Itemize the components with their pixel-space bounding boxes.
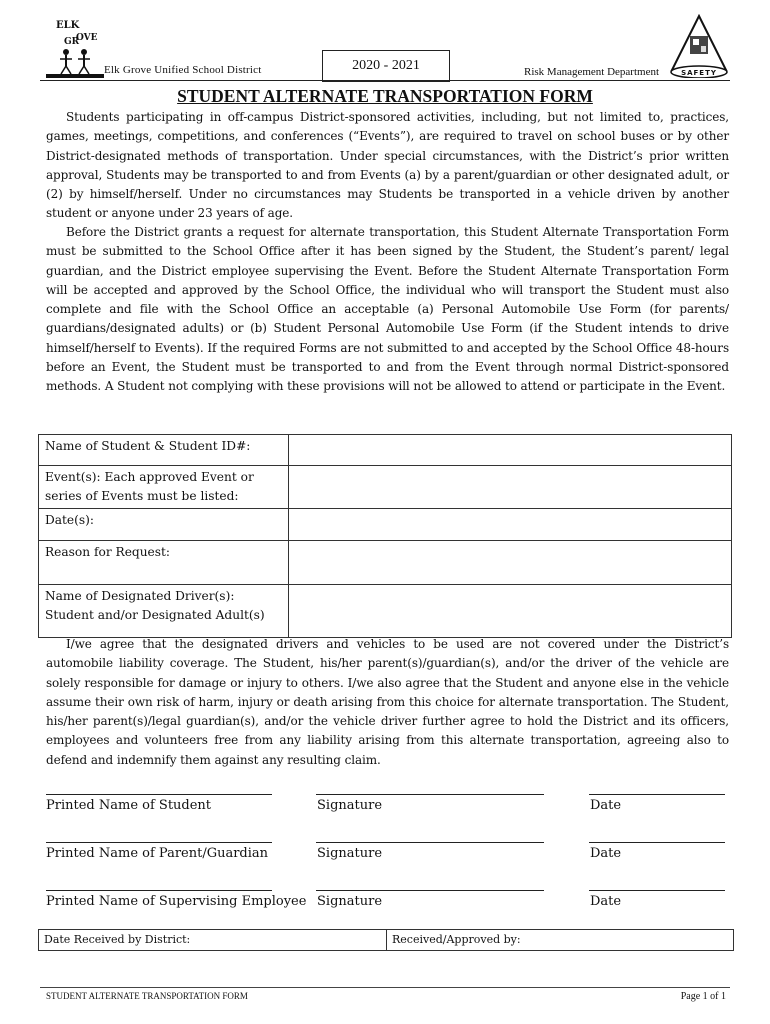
parent-name-caption: Printed Name of Parent/Guardian — [46, 846, 269, 861]
signature-caption: Signature — [317, 894, 383, 909]
student-name-caption: Printed Name of Student — [46, 798, 212, 813]
student-date-line[interactable] — [589, 794, 725, 795]
signature-caption: Signature — [317, 798, 383, 813]
table-row — [39, 541, 732, 585]
student-name-label: Name of Student & Student ID#: — [39, 435, 289, 466]
safety-logo — [668, 14, 730, 78]
form-title: STUDENT ALTERNATE TRANSPORTATION FORM — [177, 86, 593, 106]
requirements-paragraph: Before the District grants a request for alternate transportation, this Student Alternate Transportation Form must be submitted to the School Office after it has been signed by the Student, the Student’s parent/ legal guardian, and the District employee supervising the Event. Before the Student Alternate Transportation Form will be accepted and approved by the School Office, the individual who will transport the Student must also complete and file with the School Office an acceptable (a) Personal Automobile Use Form (for parents/ guardians/designated adults) or (b) Student Personal Automobile Use Form (if the Student intends to drive himself/herself to Events). If the required Forms are not submitted to and accepted by the School Office 48-hours before an Event, the Student must be transported to and from the Event through normal District-sponsored methods. A Student not complying with these provisions will not be allowed to attend or participate in the Event. — [46, 225, 729, 394]
district-name: Elk Grove Unified School District — [104, 64, 262, 76]
page-number: Page 1 of 1 — [680, 991, 726, 1002]
parent-date-line[interactable] — [589, 842, 725, 843]
svg-text:ELK: ELK — [56, 20, 80, 31]
parent-signature-line[interactable] — [316, 842, 544, 843]
dates-label: Date(s): — [39, 509, 289, 541]
signature-caption: Signature — [317, 846, 383, 861]
employee-date-line[interactable] — [589, 890, 725, 891]
table-row — [39, 585, 732, 638]
driver-label: Name of Designated Driver(s): Student and/or Designated Adult(s) — [39, 585, 289, 638]
driver-field[interactable] — [289, 585, 732, 638]
student-signature-line[interactable] — [316, 794, 544, 795]
date-caption: Date — [590, 894, 622, 909]
received-approved-field[interactable]: Received/Approved by: — [392, 933, 521, 946]
date-caption: Date — [590, 798, 622, 813]
date-received-field[interactable]: Date Received by District: — [39, 930, 387, 950]
events-field[interactable] — [289, 466, 732, 509]
header-rule — [40, 80, 730, 81]
intro-paragraph: Students participating in off-campus District-sponsored activities, including, but not limited to, practices, games, meetings, competitions, and conferences (“Events”), are required to travel on school buses or by other District-designated methods of transportation. Under special circumstances, with the District’s prior written approval, Students may be transported to and from Events (a) by a parent/guardian or other designated adult, or (2) by himself/herself. Under no circumstances may Students be transported in a vehicle driven by another student or anyone under 23 years of age. — [46, 110, 729, 221]
employee-name-caption: Printed Name of Supervising Employee — [46, 894, 307, 909]
reason-field[interactable] — [289, 541, 732, 585]
parent-name-line[interactable] — [46, 842, 272, 843]
svg-text:GR: GR — [64, 37, 80, 47]
reason-label: Reason for Request: — [39, 541, 289, 585]
events-label: Event(s): Each approved Event or series of Events must be listed: — [39, 466, 289, 509]
department-name: Risk Management Department — [524, 66, 660, 78]
employee-name-line[interactable] — [46, 890, 272, 891]
table-row — [39, 509, 732, 541]
date-caption: Date — [590, 846, 622, 861]
table-row — [39, 466, 732, 509]
table-row — [39, 435, 732, 466]
liability-paragraph: I/we agree that the designated drivers and vehicles to be used are not covered under the District’s automobile liability coverage. The Student, his/her parent(s)/guardian(s), and/or the driver of the vehicle are solely responsible for damage or injury to others. I/we also agree that the Student and anyone else in the vehicle assume their own risk of harm, injury or death arising from this choice for alternate transportation. The Student, his/her parent(s)/legal guardian(s), and/or the vehicle driver further agree to hold the District and its officers, employees and volunteers free from any liability arising from this alternate transportation, agreeing also to defend and indemnify them against any resulting claim. — [46, 637, 729, 767]
student-name-line[interactable] — [46, 794, 272, 795]
elk-grove-logo — [40, 14, 106, 80]
dates-field[interactable] — [289, 509, 732, 541]
svg-text:OVE: OVE — [76, 33, 98, 43]
svg-text:SAFETY: SAFETY — [681, 69, 717, 77]
school-year-box: 2020 - 2021 — [322, 50, 450, 82]
district-use-box — [38, 929, 734, 951]
footer-rule — [40, 987, 730, 988]
employee-signature-line[interactable] — [316, 890, 544, 891]
student-name-field[interactable] — [289, 435, 732, 466]
request-details-table — [38, 434, 732, 638]
footer-form-name: STUDENT ALTERNATE TRANSPORTATION FORM — [46, 991, 248, 1001]
